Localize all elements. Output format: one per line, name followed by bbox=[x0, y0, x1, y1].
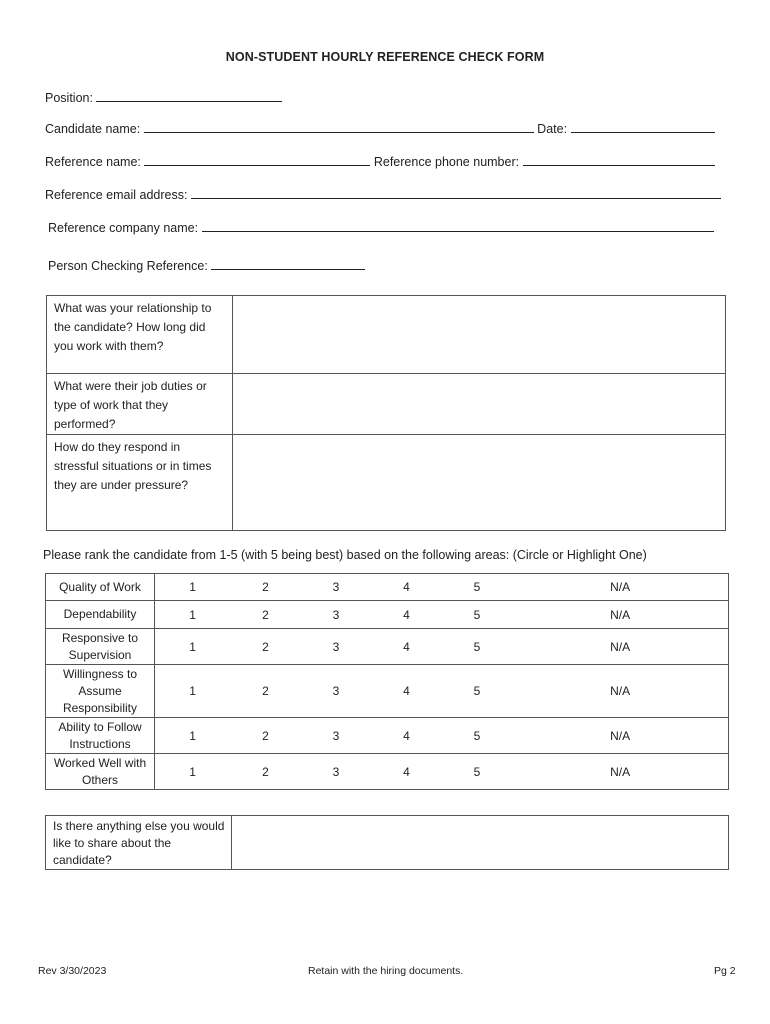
question-row bbox=[47, 435, 726, 531]
page-number: Pg 2 bbox=[714, 965, 736, 977]
rank-option-na[interactable]: N/A bbox=[512, 574, 728, 601]
rank-instructions: Please rank the candidate from 1-5 (with 5 being best) based on the following areas: (Circle or Highlight One) bbox=[43, 548, 647, 562]
rank-area-label: Responsive to Supervision bbox=[46, 629, 155, 665]
rank-option-5[interactable]: 5 bbox=[442, 601, 512, 629]
answer-cell[interactable] bbox=[233, 374, 726, 435]
date-blank[interactable] bbox=[571, 120, 715, 133]
rank-option-3[interactable]: 3 bbox=[301, 665, 371, 718]
rank-row bbox=[46, 754, 729, 790]
rank-option-5[interactable]: 5 bbox=[442, 718, 512, 754]
rank-option-na[interactable]: N/A bbox=[512, 601, 728, 629]
revision-date: Rev 3/30/2023 bbox=[38, 965, 107, 977]
rank-option-2[interactable]: 2 bbox=[230, 665, 300, 718]
question-row bbox=[47, 296, 726, 374]
rank-option-4[interactable]: 4 bbox=[371, 718, 441, 754]
answer-cell[interactable] bbox=[232, 816, 729, 870]
rank-option-4[interactable]: 4 bbox=[371, 574, 441, 601]
rank-option-1[interactable]: 1 bbox=[155, 718, 231, 754]
rank-option-1[interactable]: 1 bbox=[155, 601, 231, 629]
rank-option-na[interactable]: N/A bbox=[512, 665, 728, 718]
position-field[interactable] bbox=[45, 89, 282, 105]
rank-option-4[interactable]: 4 bbox=[371, 601, 441, 629]
rank-option-4[interactable]: 4 bbox=[371, 665, 441, 718]
question-label: What was your relationship to the candidate? How long did you work with them? bbox=[47, 296, 233, 374]
additional-comments-table bbox=[45, 815, 729, 870]
question-label: Is there anything else you would like to share about the candidate? bbox=[46, 816, 232, 870]
question-label: What were their job duties or type of work that they performed? bbox=[47, 374, 233, 435]
reference-phone-label: Reference phone number: bbox=[373, 155, 520, 169]
person-checking-label: Person Checking Reference: bbox=[48, 259, 208, 273]
reference-name-field[interactable] bbox=[45, 153, 715, 169]
rank-area-label: Worked Well with Others bbox=[46, 754, 155, 790]
rank-option-1[interactable]: 1 bbox=[155, 629, 231, 665]
rank-area-label: Ability to Follow Instructions bbox=[46, 718, 155, 754]
candidate-name-label: Candidate name: bbox=[45, 122, 141, 136]
rank-option-2[interactable]: 2 bbox=[230, 601, 300, 629]
position-label: Position: bbox=[45, 91, 93, 105]
reference-phone-blank[interactable] bbox=[523, 153, 715, 166]
rank-option-3[interactable]: 3 bbox=[301, 754, 371, 790]
rank-option-2[interactable]: 2 bbox=[230, 629, 300, 665]
rank-option-3[interactable]: 3 bbox=[301, 601, 371, 629]
rank-option-na[interactable]: N/A bbox=[512, 754, 728, 790]
rank-row bbox=[46, 665, 729, 718]
reference-company-field[interactable] bbox=[48, 219, 714, 235]
rank-row bbox=[46, 629, 729, 665]
rank-option-na[interactable]: N/A bbox=[512, 718, 728, 754]
rank-option-5[interactable]: 5 bbox=[442, 665, 512, 718]
reference-name-label: Reference name: bbox=[45, 155, 141, 169]
question-label: How do they respond in stressful situations or in times they are under pressure? bbox=[47, 435, 233, 531]
rank-option-2[interactable]: 2 bbox=[230, 754, 300, 790]
rank-option-2[interactable]: 2 bbox=[230, 574, 300, 601]
rank-row bbox=[46, 574, 729, 601]
rank-option-5[interactable]: 5 bbox=[442, 629, 512, 665]
rank-option-5[interactable]: 5 bbox=[442, 574, 512, 601]
rank-option-4[interactable]: 4 bbox=[371, 754, 441, 790]
rank-option-1[interactable]: 1 bbox=[155, 574, 231, 601]
rank-area-label: Quality of Work bbox=[46, 574, 155, 601]
candidate-name-field[interactable] bbox=[45, 120, 715, 136]
rank-option-2[interactable]: 2 bbox=[230, 718, 300, 754]
question-row bbox=[46, 816, 729, 870]
reference-questions-table bbox=[46, 295, 726, 531]
rank-option-5[interactable]: 5 bbox=[442, 754, 512, 790]
rank-option-3[interactable]: 3 bbox=[301, 718, 371, 754]
rank-row bbox=[46, 718, 729, 754]
reference-email-field[interactable] bbox=[45, 186, 721, 202]
candidate-name-blank[interactable] bbox=[144, 120, 534, 133]
ranking-table bbox=[45, 573, 729, 790]
person-checking-blank[interactable] bbox=[211, 257, 365, 270]
rank-option-4[interactable]: 4 bbox=[371, 629, 441, 665]
answer-cell[interactable] bbox=[233, 296, 726, 374]
date-label: Date: bbox=[537, 122, 568, 136]
question-row bbox=[47, 374, 726, 435]
rank-area-label: Willingness to Assume Responsibility bbox=[46, 665, 155, 718]
reference-company-label: Reference company name: bbox=[48, 221, 199, 235]
rank-option-na[interactable]: N/A bbox=[512, 629, 728, 665]
reference-email-blank[interactable] bbox=[191, 186, 721, 199]
rank-area-label: Dependability bbox=[46, 601, 155, 629]
form-title: NON-STUDENT HOURLY REFERENCE CHECK FORM bbox=[225, 50, 545, 64]
rank-option-3[interactable]: 3 bbox=[301, 574, 371, 601]
rank-option-1[interactable]: 1 bbox=[155, 665, 231, 718]
person-checking-field[interactable] bbox=[48, 257, 365, 273]
answer-cell[interactable] bbox=[233, 435, 726, 531]
position-blank[interactable] bbox=[96, 89, 282, 102]
rank-option-3[interactable]: 3 bbox=[301, 629, 371, 665]
reference-name-blank[interactable] bbox=[144, 153, 370, 166]
footer-note: Retain with the hiring documents. bbox=[308, 965, 464, 977]
rank-row bbox=[46, 601, 729, 629]
reference-company-blank[interactable] bbox=[202, 219, 714, 232]
rank-option-1[interactable]: 1 bbox=[155, 754, 231, 790]
reference-email-label: Reference email address: bbox=[45, 188, 188, 202]
